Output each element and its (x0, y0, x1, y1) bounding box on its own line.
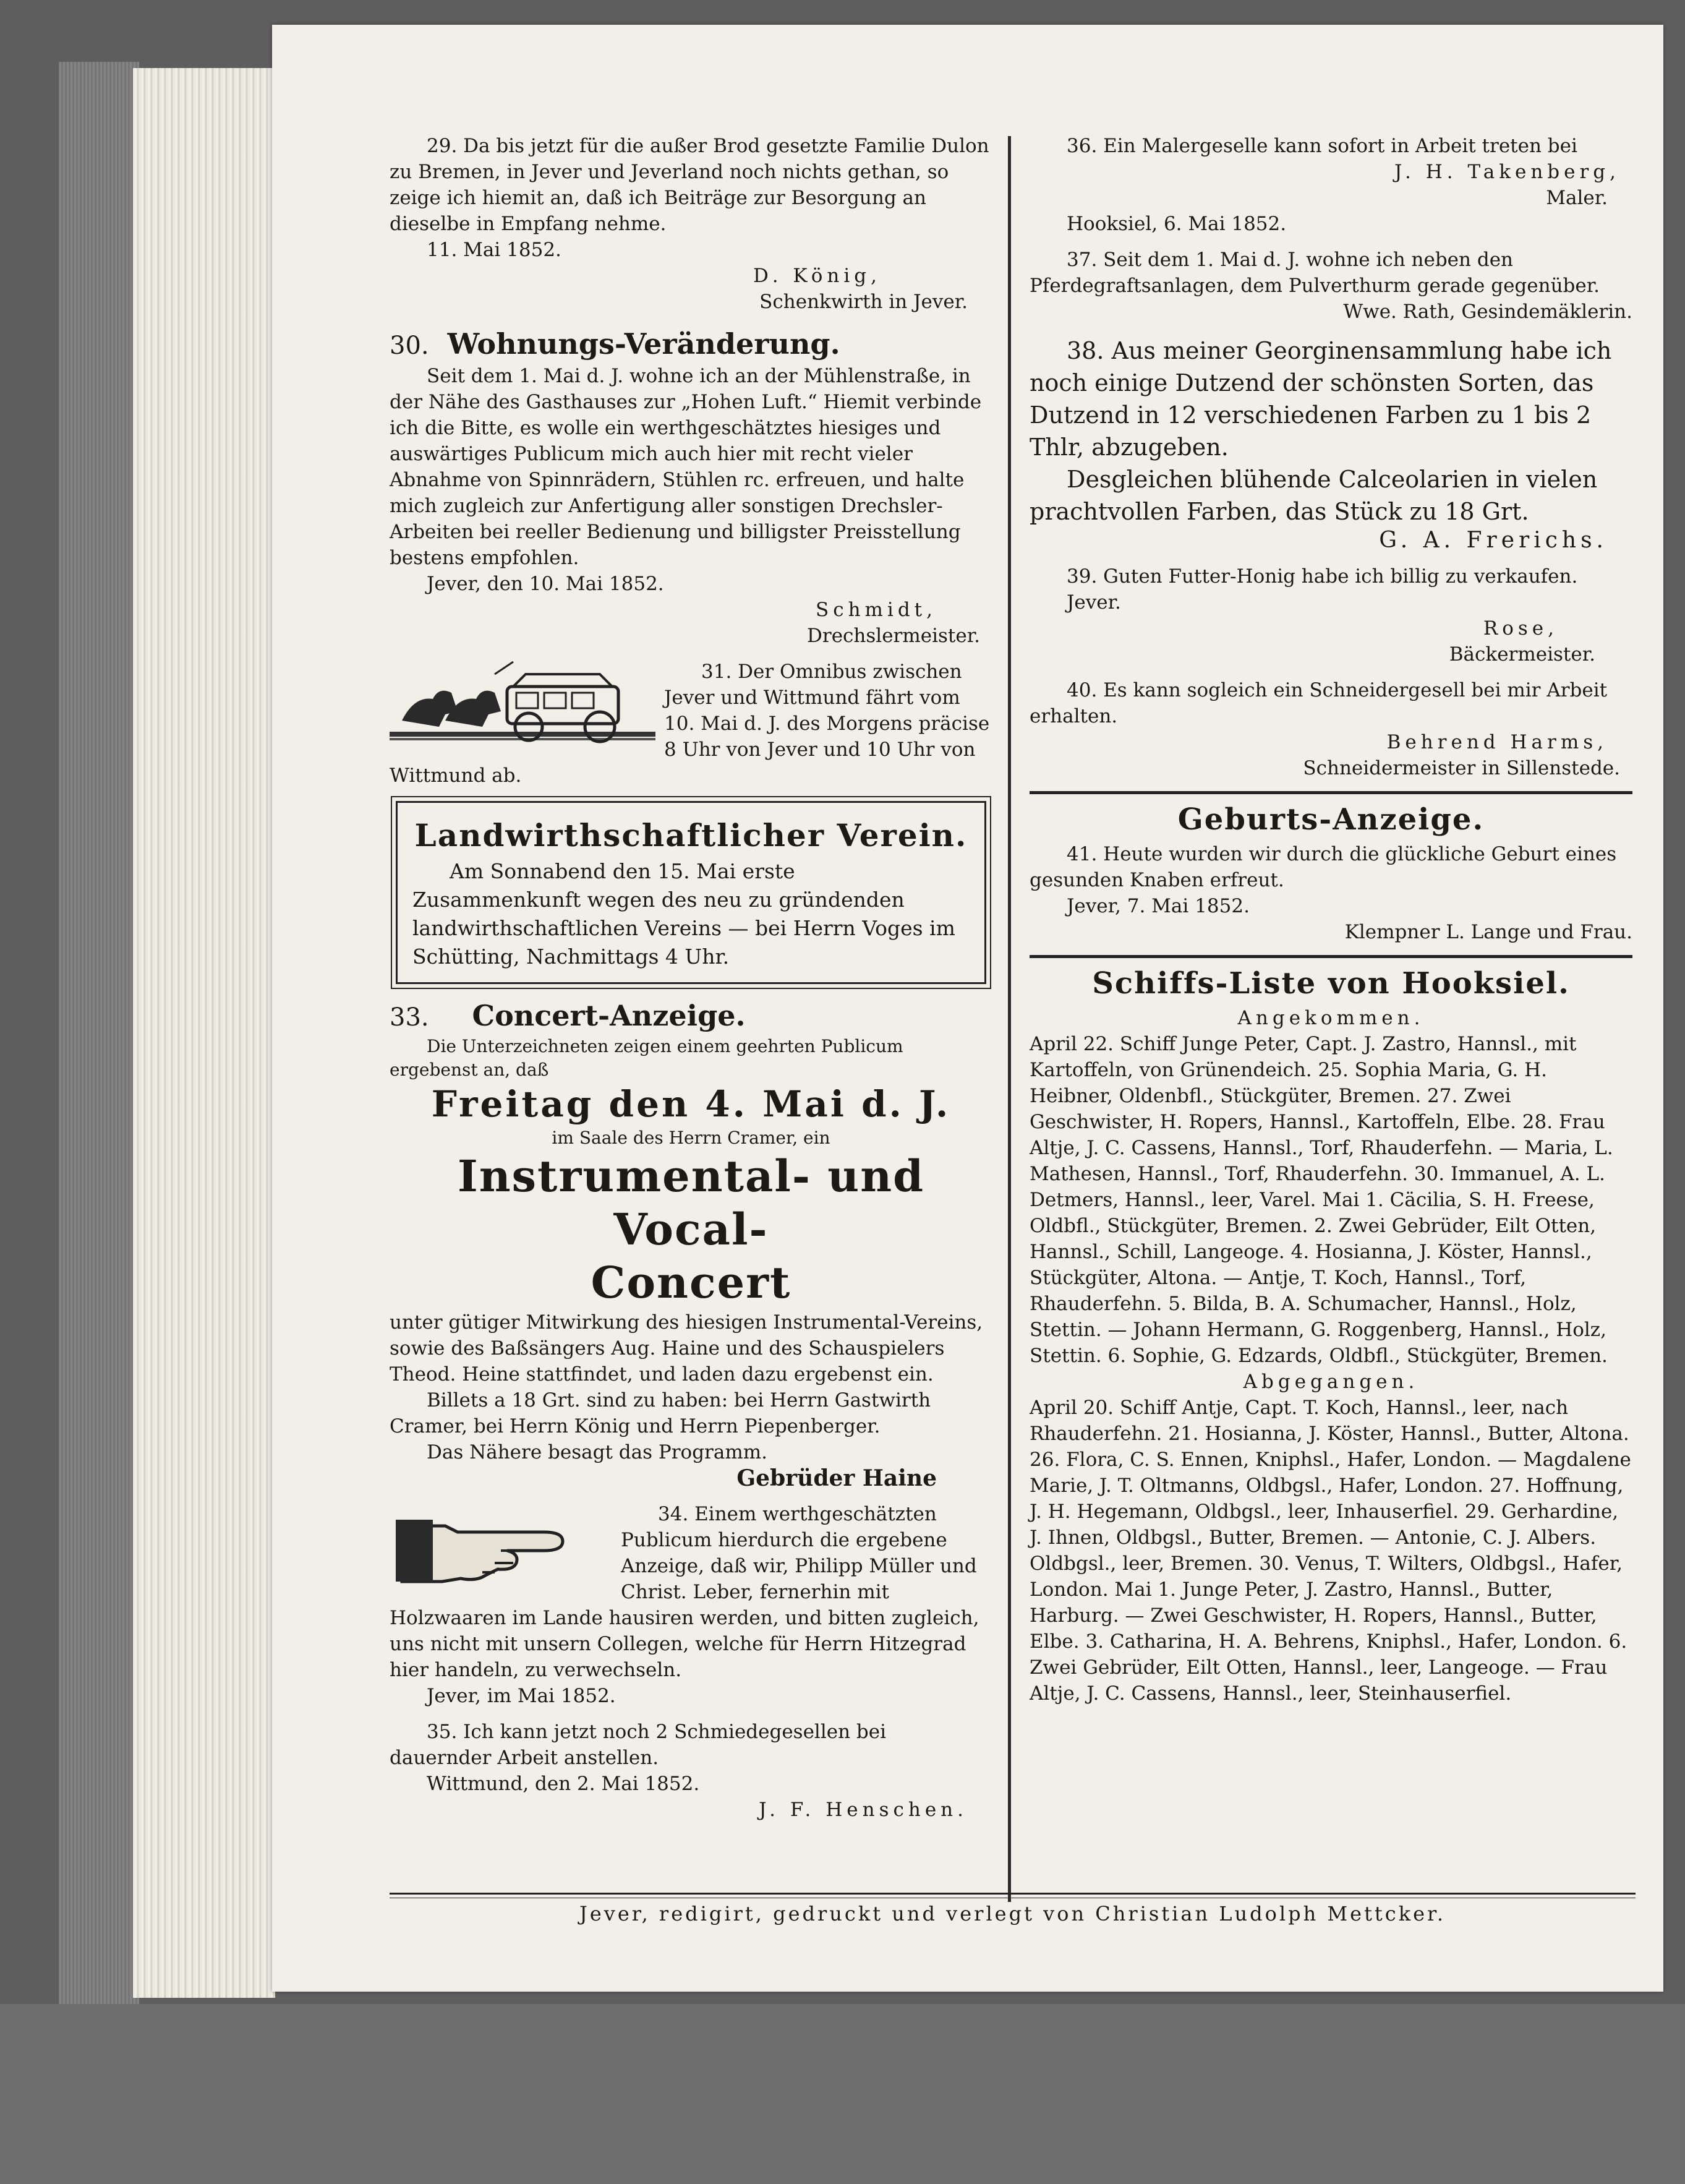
ad-34 (390, 1501, 992, 1709)
ad-38-signature: G. A. Frerichs. (1379, 528, 1608, 553)
ship-list-title: Schiffs-Liste von Hooksiel. (1092, 966, 1570, 1001)
right-column (1030, 133, 1632, 1716)
ad-30-number: 30. (390, 332, 429, 360)
ad-33-heading (390, 996, 992, 1035)
ad-29-sig1: D. König, (753, 265, 881, 287)
ad-39 (1030, 563, 1632, 667)
ad-29-text: 29. Da bis jetzt für die außer Brod gesetzte Familie Dulon zu Bremen, in Jever und Jeverland noch nichts gethan, so zeige ich hiemit an, daß ich Beiträge zur Besorgung an dieselbe in Empfang nehme. (390, 135, 989, 235)
birth-announcement-signature: Klempner L. Lange und Frau. (1344, 921, 1632, 943)
ad-32-title: Landwirthschaftlicher Verein. (414, 817, 968, 854)
ad-36-sig1: J. H. Takenberg, (1394, 161, 1620, 183)
ad-36-date: Hooksiel, 6. Mai 1852. (1067, 213, 1287, 235)
ad-33-place: im Saale des Herrn Cramer, ein (552, 1128, 830, 1148)
ad-39-sig1: Rose, (1483, 617, 1558, 640)
ad-33-number: 33. (390, 1003, 429, 1032)
page-edges (133, 68, 275, 1998)
scan-background (0, 2004, 1685, 2184)
ad-33-program: Das Nähere besagt das Programm. (427, 1441, 767, 1463)
birth-announcement-text: 41. Heute wurden wir durch die glückliche Geburt eines gesunden Knaben erfreut. (1030, 843, 1617, 891)
ad-35-signature: J. F. Henschen. (759, 1799, 968, 1821)
ad-40 (1030, 677, 1632, 781)
ad-33-title: Concert-Anzeige. (472, 999, 746, 1032)
ad-35-date: Wittmund, den 2. Mai 1852. (427, 1773, 700, 1795)
ad-40-sig2: Schneidermeister in Sillenstede. (1303, 757, 1620, 779)
section-rule (1030, 791, 1632, 794)
ad-34-date: Jever, im Mai 1852. (427, 1685, 616, 1707)
imprint-footer: Jever, redigirt, gedruckt und verlegt von Christian Ludolph Mettcker. (579, 1902, 1446, 1925)
ad-31-text: 31. Der Omnibus zwischen Jever und Wittmund fährt vom 10. Mai d. J. des Morgens präcise 8 Uhr von Jever und 10 Uhr von Wittmund ab. (390, 661, 990, 787)
pointing-hand-icon (390, 1501, 612, 1594)
ad-34-text: 34. Einem werthgeschätzten Publicum hierdurch die ergebene Anzeige, daß wir, Philipp Müller und Christ. Leber, fernerhin mit Holzwaaren im Lande hausiren werden, und bitten zugleich, uns nicht mit unsern Collegen, welche für Herrn Hitzegrad hier handeln, zu verwechseln. (390, 1503, 979, 1681)
ad-33-text: unter gütiger Mitwirkung des hiesigen Instrumental-Vereins, sowie des Baßsängers Aug. Haine und des Schauspielers Theod. Heine stattfindet, und laden dazu ergebenst ein. (390, 1311, 983, 1385)
ad-29-date: 11. Mai 1852. (427, 239, 561, 261)
ad-30-sig2: Drechslermeister. (807, 625, 980, 647)
left-column (390, 133, 992, 1833)
ad-37-signature: Wwe. Rath, Gesindemäklerin. (1343, 301, 1632, 323)
ad-33-concert-line1: Instrumental- und Vocal- (457, 1150, 925, 1255)
birth-announcement-title: Geburts-Anzeige. (1177, 802, 1485, 837)
ad-36-sig2: Maler. (1546, 187, 1608, 209)
section-rule (1030, 955, 1632, 958)
birth-announcement (1030, 798, 1632, 945)
ad-31 (390, 659, 992, 789)
ad-30-heading (390, 325, 992, 363)
ship-list-arrived: April 22. Schiff Junge Peter, Capt. J. Zastro, Hannsl., mit Kartoffeln, von Grünendeich. 25. Sophia Maria, G. H. Heibner, Oldenbfl., Stückgüter, Bremen. 27. Zwei Geschwister, H. Ropers, Hannsl., Kartoffeln, Elbe. 28. Frau Altje, J. C. Cassens, Hannsl., Torf, Rhauderfehn. — Maria, L. Mathesen, Hannsl., Torf, Rhauderfehn. 30. Immanuel, A. L. Detmers, Hannsl., leer, Varel. Mai 1. Cäcilia, S. H. Freese, Oldbfl., Stückgüter, Bremen. 2. Zwei Gebrüder, Eilt Otten, Hannsl., Schill, Langeoge. 4. Hosianna, J. Köster, Hannsl., Stückgüter, Altona. — Antje, T. Koch, Hannsl., Torf, Rhauderfehn. 5. Bilda, B. A. Schumacher, Hannsl., Holz, Stettin. — Johann Hermann, G. Roggenberg, Hannsl., Holz, Stettin. 6. Sophie, G. Edzards, Oldbfl., Stückgüter, Bremen. (1030, 1033, 1613, 1367)
ad-33-intro: Die Unterzeichneten zeigen einem geehrten Publicum ergebenst an, daß (390, 1036, 903, 1080)
ad-33-signature: Gebrüder Haine (736, 1465, 937, 1491)
ad-39-sig2: Bäckermeister. (1449, 643, 1595, 666)
ad-30-text: Seit dem 1. Mai d. J. wohne ich an der Mühlenstraße, in der Nähe des Gasthauses zur „Hohen Luft.“ Hiemit verbinde ich die Bitte, es wolle ein werthgeschätztes hiesiges und auswärtiges Publicum mich auch hier mit recht vieler Abnahme von Spinnrädern, Stühlen rc. erfreuen, und halte mich zugleich zur Anfertigung aller sonstigen Drechsler-Arbeiten bei reeller Bedienung und billigster Preisstellung bestens empfohlen. (390, 365, 982, 569)
ad-39-place: Jever. (1067, 591, 1121, 614)
ad-39-text: 39. Guten Futter-Honig habe ich billig zu verkaufen. (1067, 565, 1578, 588)
ad-40-sig1: Behrend Harms, (1386, 731, 1608, 753)
ad-35-text: 35. Ich kann jetzt noch 2 Schmiedegesellen bei dauernder Arbeit anstellen. (390, 1721, 887, 1769)
ad-32-text: Am Sonnabend den 15. Mai erste Zusammenkunft wegen des neu zu gründenden landwirthschaftlichen Vereins — bei Herrn Voges im Schütting, Nachmittags 4 Uhr. (412, 859, 955, 969)
ad-32-box (396, 801, 986, 984)
ad-35 (390, 1719, 992, 1823)
ship-list (1030, 962, 1632, 1707)
ad-37-text: 37. Seit dem 1. Mai d. J. wohne ich neben den Pferdegraftsanlagen, dem Pulverthurm gerade gegenüber. (1030, 249, 1600, 297)
ad-37 (1030, 247, 1632, 325)
ship-list-departed-label: Abgegangen. (1243, 1371, 1419, 1393)
ad-30 (390, 325, 992, 649)
ad-29-sig2: Schenkwirth in Jever. (759, 291, 968, 313)
ad-29 (390, 133, 992, 315)
ad-33 (390, 996, 992, 1491)
footer-rule (390, 1893, 1636, 1895)
ad-33-date: Freitag den 4. Mai d. J. (431, 1083, 951, 1125)
ad-30-title: Wohnungs-Veränderung. (447, 327, 840, 361)
ad-33-tickets: Billets a 18 Grt. sind zu haben: bei Herrn Gastwirth Cramer, bei Herrn König und Herrn Piepenberger. (390, 1389, 931, 1437)
ad-38-text: 38. Aus meiner Georginensammlung habe ich noch einige Dutzend der schönsten Sorten, das Dutzend in 12 verschiedenen Farben zu 1 bis 2 Thlr, abzugeben. (1030, 337, 1612, 461)
ad-36-text: 36. Ein Malergeselle kann sofort in Arbeit treten bei (1067, 135, 1577, 157)
ad-38 (1030, 335, 1632, 554)
ad-36 (1030, 133, 1632, 237)
ship-list-departed: April 20. Schiff Antje, Capt. T. Koch, Hannsl., leer, nach Rhauderfehn. 21. Hosianna, J. Köster, Hannsl., Butter, Altona. 26. Flora, C. S. Ennen, Kniphsl., Hafer, London. — Magdalene Marie, J. T. Oltmanns, Oldbgsl., Hafer, London. 27. Hoffnung, J. H. Hegemann, Oldbgsl., leer, Inhauserfiel. 29. Gerhardine, J. Ihnen, Oldbgsl., Butter, Bremen. — Antonie, C. J. Albers. Oldbgsl., leer, Bremen. 30. Venus, T. Wilters, Oldbgsl., Hafer, London. Mai 1. Junge Peter, J. Zastro, Hannsl., Butter, Harburg. — Zwei Geschwister, H. Ropers, Hannsl., Butter, Elbe. 3. Catharina, H. A. Behrens, Kniphsl., Hafer, London. 6. Zwei Gebrüder, Eilt Otten, Hannsl., leer, Langeoge. — Frau Altje, J. C. Cassens, Hannsl., leer, Steinhauserfiel. (1030, 1397, 1631, 1705)
omnibus-illustration (390, 659, 655, 745)
birth-announcement-date: Jever, 7. Mai 1852. (1067, 895, 1250, 917)
ad-30-date: Jever, den 10. Mai 1852. (427, 573, 664, 595)
ad-30-sig1: Schmidt, (815, 599, 937, 621)
column-divider (1008, 136, 1011, 1902)
ad-40-text: 40. Es kann sogleich ein Schneidergesell bei mir Arbeit erhalten. (1030, 679, 1608, 727)
book-spine (59, 62, 139, 2004)
ship-list-arrived-label: Angekommen. (1237, 1007, 1425, 1029)
ad-38-text2: Desgleichen blühende Calceolarien in vielen prachtvollen Farben, das Stück zu 18 Grt. (1030, 466, 1598, 525)
ad-33-concert-line2: Concert (591, 1257, 791, 1308)
